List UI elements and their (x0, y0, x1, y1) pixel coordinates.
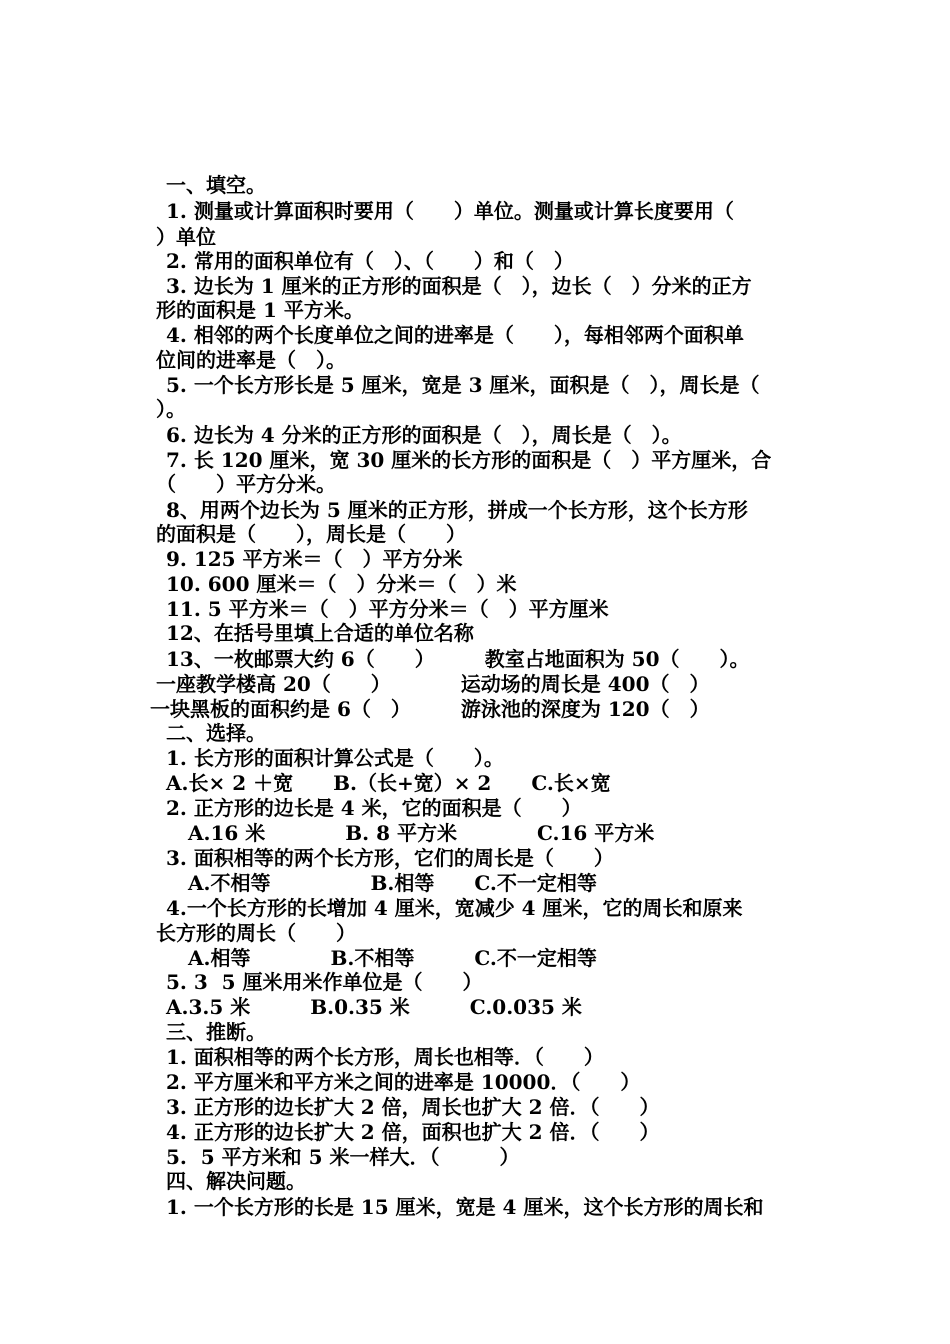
question-line: 1. 测量或计算面积时要用（ ）单位。测量或计算长度要用（ (166, 199, 734, 223)
question-line: 长方形的周长（ ） (156, 921, 356, 945)
question-line: 3. 边长为 1 厘米的正方形的面积是（ ），边长（ ）分米的正方 (166, 274, 752, 298)
question-line: 6. 边长为 4 分米的正方形的面积是（ ），周长是（ ）。 (166, 423, 682, 447)
section-heading-judgement: 三、推断。 (166, 1020, 266, 1044)
question-line: 11. 5 平方米＝（ ）平方分米＝（ ）平方厘米 (166, 597, 609, 621)
question-line: 一块黑板的面积约是 6（ ） 游泳池的深度为 120（ ） (150, 697, 710, 721)
question-line: 2. 常用的面积单位有（ ）、（ ）和（ ） (166, 249, 574, 273)
section-heading-choice: 二、选择。 (166, 721, 266, 745)
question-line: 4. 正方形的边长扩大 2 倍，面积也扩大 2 倍．（ ） (166, 1120, 660, 1144)
question-line: 7. 长 120 厘米，宽 30 厘米的长方形的面积是（ ）平方厘米，合 (166, 448, 772, 472)
section-heading-fill-blank: 一、填空。 (166, 173, 266, 197)
question-line: 4.一个长方形的长增加 4 厘米，宽减少 4 厘米，它的周长和原来 (166, 896, 743, 920)
question-line: 5. 3 5 厘米用米作单位是（ ） (166, 970, 483, 994)
question-line: 1. 一个长方形的长是 15 厘米，宽是 4 厘米，这个长方形的周长和 (166, 1195, 764, 1219)
option-line: A.3.5 米 B.0.35 米 C.0.035 米 (166, 995, 582, 1019)
question-line: 一座教学楼高 20（ ） 运动场的周长是 400（ ） (156, 672, 710, 696)
question-line: 5. 5 平方米和 5 米一样大．（ ） (166, 1145, 520, 1169)
option-line: A.相等 B.不相等 C.不一定相等 (188, 946, 597, 970)
question-line: 10. 600 厘米＝（ ）分米＝（ ）米 (166, 572, 517, 596)
question-line: 12、在括号里填上合适的单位名称 (166, 621, 474, 645)
question-line: 4. 相邻的两个长度单位之间的进率是（ ），每相邻两个面积单 (166, 323, 744, 347)
question-line: 位间的进率是（ ）。 (156, 348, 346, 372)
question-line: 3. 正方形的边长扩大 2 倍，周长也扩大 2 倍．（ ） (166, 1095, 660, 1119)
question-line: 1. 面积相等的两个长方形，周长也相等．（ ） (166, 1045, 604, 1069)
question-line: 1. 长方形的面积计算公式是（ ）。 (166, 746, 504, 770)
question-line: 2. 平方厘米和平方米之间的进率是 10000．（ ） (166, 1070, 641, 1094)
question-line: 的面积是（ ），周长是（ ） (156, 522, 466, 546)
question-line: 13、一枚邮票大约 6（ ） 教室占地面积为 50（ ）。 (166, 647, 750, 671)
question-line: 8、用两个边长为 5 厘米的正方形，拼成一个长方形，这个长方形 (166, 498, 748, 522)
question-line: 5. 一个长方形长是 5 厘米，宽是 3 厘米，面积是（ ），周长是（ (166, 373, 760, 397)
question-line: （ ）平方分米。 (156, 472, 336, 496)
question-line: ）单位 (156, 225, 216, 249)
option-line: A.长× 2 ＋宽 B.（长+宽）× 2 C.长×宽 (166, 771, 611, 795)
section-heading-problem-solving: 四、解决问题。 (166, 1169, 306, 1193)
question-line: 3. 面积相等的两个长方形，它们的周长是（ ） (166, 846, 614, 870)
question-line: ）。 (156, 397, 186, 421)
question-line: 2. 正方形的边长是 4 米，它的面积是（ ） (166, 796, 582, 820)
option-line: A.16 米 B. 8 平方米 C.16 平方米 (188, 821, 655, 845)
option-line: A.不相等 B.相等 C.不一定相等 (188, 871, 597, 895)
question-line: 形的面积是 1 平方米。 (156, 298, 364, 322)
question-line: 9. 125 平方米＝（ ）平方分米 (166, 547, 463, 571)
